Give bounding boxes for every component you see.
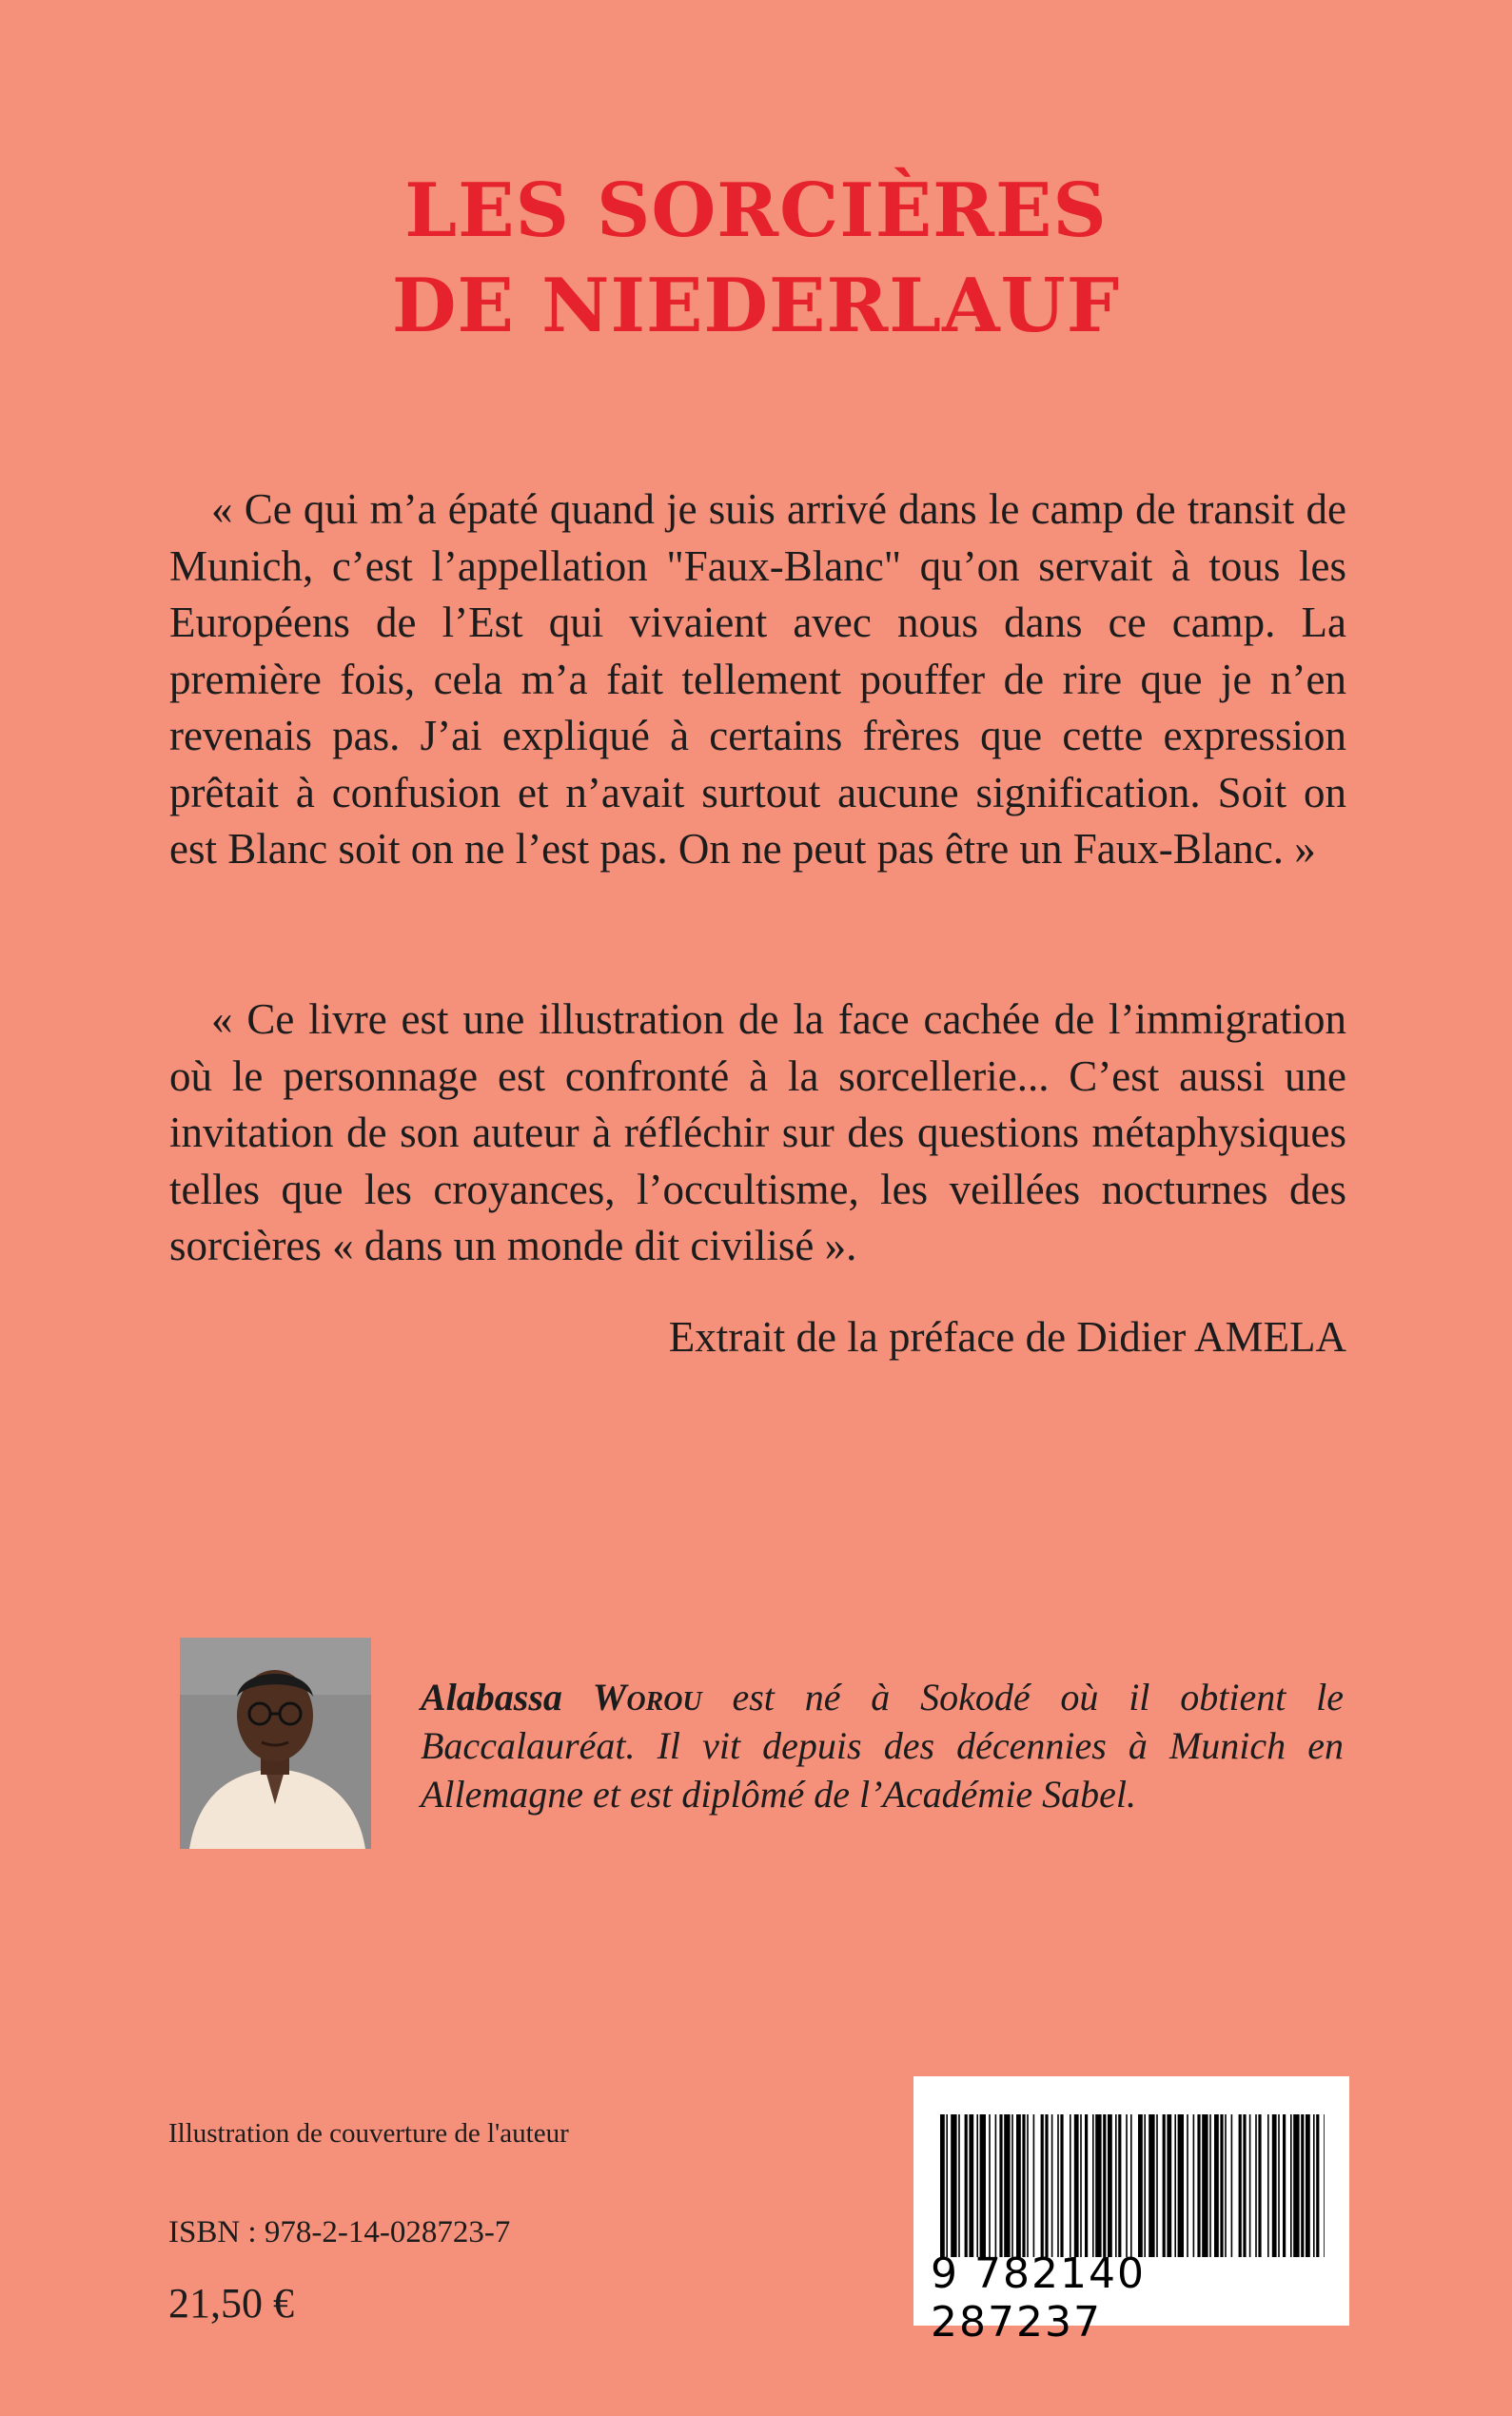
barcode-bar [1149,2114,1154,2257]
barcode-bar [1092,2114,1094,2257]
barcode-bar [995,2114,997,2257]
barcode-bar [951,2114,956,2257]
barcode-bar [1187,2114,1188,2257]
barcode-bar [1214,2114,1219,2257]
barcode-bar [1249,2114,1251,2257]
author-photo [180,1638,371,1849]
barcode-bar [1041,2114,1044,2257]
barcode-bar [1103,2114,1106,2257]
barcode-bar [1138,2114,1143,2257]
barcode-bar [1231,2114,1233,2257]
barcode-bar [1239,2114,1242,2257]
barcode-bar [980,2114,986,2257]
barcode-bar [1027,2114,1029,2257]
preface-attribution: Extrait de la préface de Didier AMELA [668,1313,1346,1361]
barcode-bar [1220,2114,1223,2257]
barcode-bar [1324,2114,1325,2257]
book-title [0,164,1512,354]
barcode-bar [1060,2114,1063,2257]
barcode-bar [1243,2114,1246,2257]
barcode-bar [989,2114,991,2257]
barcode-bar [1057,2114,1059,2257]
barcode-bar [1163,2114,1166,2257]
barcode-bar [1167,2114,1171,2257]
barcode-bar [1033,2114,1035,2257]
barcode-bar [1197,2114,1200,2257]
barcode-bar [1209,2114,1211,2257]
barcode-bar [1108,2114,1112,2257]
barcode-bar [1085,2114,1088,2257]
cover-illustration-credit: Illustration de couverture de l'auteur [168,2118,569,2149]
barcode-bars-icon [940,2114,1325,2257]
barcode-bar [1051,2114,1053,2257]
barcode-bar [1301,2114,1304,2257]
author-first-name: Alabassa [421,1676,562,1719]
author-bio [421,1673,1344,1818]
barcode-bar [1283,2114,1286,2257]
barcode-bar [1258,2114,1261,2257]
barcode-bar [1022,2114,1025,2257]
barcode-bar [1202,2114,1208,2257]
barcode-bar [976,2114,978,2257]
barcode-bar [1178,2114,1184,2257]
barcode-bar [1293,2114,1299,2257]
barcode-bar [969,2114,973,2257]
barcode-bar [965,2114,968,2257]
title-line-1: LES SORCIÈRES [404,167,1108,254]
barcode-bar [999,2114,1002,2257]
barcode-bar [958,2114,960,2257]
barcode-bar [1193,2114,1195,2257]
barcode-bar [1070,2114,1071,2257]
barcode-bar [1130,2114,1132,2257]
barcode-bar [1045,2114,1048,2257]
barcode-digits: 9 782140 287237 [931,2249,1146,2347]
barcode-bar [1313,2114,1315,2257]
barcode-bar [1118,2114,1121,2257]
barcode-bar [1126,2114,1128,2257]
barcode-bar [1080,2114,1082,2257]
barcode-bar [1095,2114,1101,2257]
barcode-bar [1074,2114,1079,2257]
barcode-bar [1306,2114,1310,2257]
barcode-bar [1156,2114,1158,2257]
barcode-bar [1316,2114,1319,2257]
price: 21,50 € [168,2280,294,2327]
barcode-bar [1144,2114,1146,2257]
barcode-bar [1290,2114,1292,2257]
barcode-bar [1278,2114,1280,2257]
barcode-bar [1255,2114,1257,2257]
barcode [913,2076,1349,2347]
author-portrait-icon [180,1638,371,1849]
barcode-bar [1267,2114,1269,2257]
barcode-bar [1174,2114,1176,2257]
quote-paragraph-2: « Ce livre est une illustration de la face cachée de l’immigration où le personnage est confronté à la sorcellerie... C’est aussi une invitation de son auteur à réfléchir sur des questions métaphysiques telles que les croyances, l’occultisme, les veillées nocturnes des sorcières « dans un monde dit civilisé ». [169,995,1346,1269]
barcode-bar [1011,2114,1013,2257]
barcode-bar [940,2114,945,2257]
barcode-bar [1004,2114,1010,2257]
author-last-name: Worou [592,1676,702,1719]
author-bio-text: est né à Sokodé où il obtient le Baccalauréat. Il vit depuis des décennies à Munich en Allemagne et est diplômé de l’Académie Sabel. [421,1676,1344,1816]
isbn: ISBN : 978-2-14-028723-7 [168,2215,511,2249]
title-line-2: DE NIEDERLAUF [391,263,1121,349]
barcode-bar [1016,2114,1021,2257]
quote-paragraph-1: « Ce qui m’a épaté quand je suis arrivé dans le camp de transit de Munich, c’est l’appellation "Faux-Blanc" qu’on servait à tous les Européens de l’Est qui vivaient avec nous dans ce camp. La première fois, cela m’a fait tellement pouffer de rire que je n’en revenais pas. J’ai expliqué à certains frères que cette expression prêtait à confusion et n’avait surtout aucune signification. Soit on est Blanc soit on ne l’est pas. On ne peut pas être un Faux-Blanc. » [169,485,1346,873]
barcode-bar [1115,2114,1117,2257]
barcode-bar [1225,2114,1227,2257]
barcode-bar [946,2114,948,2257]
barcode-bar [1272,2114,1277,2257]
